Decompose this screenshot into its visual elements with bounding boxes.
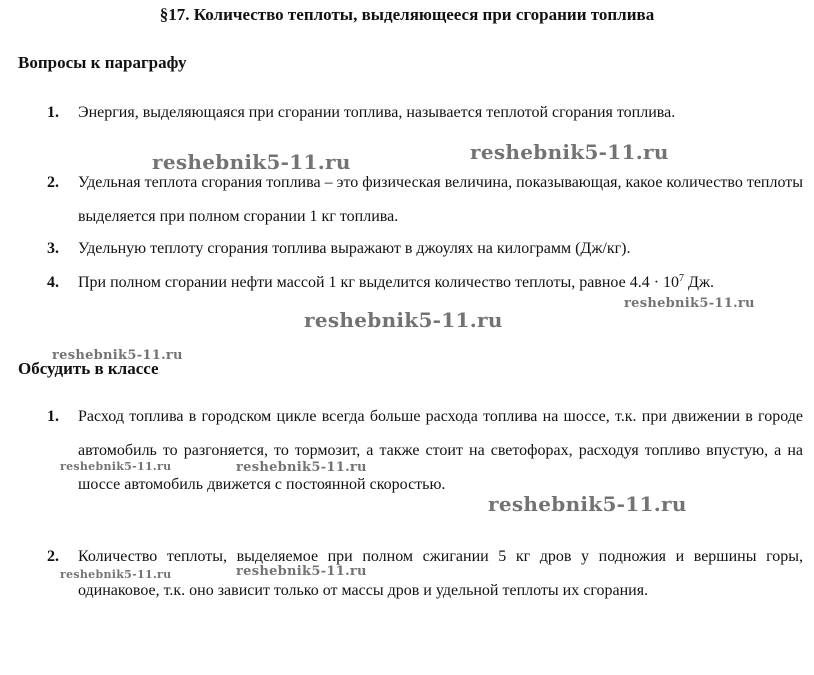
item-number: 1. xyxy=(47,104,59,121)
item-number: 1. xyxy=(47,408,59,425)
item-number: 3. xyxy=(47,240,59,257)
item-number: 2. xyxy=(47,174,59,191)
item-text-main: При полном сгорании нефти массой 1 кг выделится количество теплоты, равное 4.4 · 10 xyxy=(78,274,680,291)
item-text xyxy=(78,266,803,300)
watermark: reshebnik5-11.ru xyxy=(236,564,367,579)
section-heading-questions: Вопросы к параграфу xyxy=(18,53,187,72)
watermark: reshebnik5-11.ru xyxy=(60,568,172,581)
watermark: reshebnik5-11.ru xyxy=(488,492,687,516)
watermark: reshebnik5-11.ru xyxy=(236,460,367,475)
item-text-unit: Дж. xyxy=(684,274,714,291)
watermark: reshebnik5-11.ru xyxy=(624,296,755,311)
item-text: Удельную теплоту сгорания топлива выражают в джоулях на килограмм (Дж/кг). xyxy=(78,240,631,257)
watermark: reshebnik5-11.ru xyxy=(152,150,351,174)
item-number: 4. xyxy=(47,274,59,291)
item-text: Расход топлива в городском цикле всегда больше расхода топлива на шоссе, т.к. при движении в городе автомобиль то разгоняется, то тормозит, а также стоит на светофорах, расходуя топливо впустую, а на шоссе автомобиль движется с постоянной скоростью. xyxy=(78,408,803,493)
item-number: 2. xyxy=(47,548,59,565)
watermark: reshebnik5-11.ru xyxy=(52,348,183,363)
watermark: reshebnik5-11.ru xyxy=(470,140,669,164)
item-text: Энергия, выделяющаяся при сгорании топлива, называется теплотой сгорания топлива. xyxy=(78,104,676,121)
item-text: Удельная теплота сгорания топлива – это физическая величина, показывающая, какое количество теплоты выделяется при полном сгорании 1 кг топлива. xyxy=(78,174,803,225)
watermark: reshebnik5-11.ru xyxy=(60,460,172,473)
page-title: §17. Количество теплоты, выделяющееся при сгорании топлива xyxy=(159,5,655,24)
watermark: reshebnik5-11.ru xyxy=(304,308,503,332)
section-heading-discussion: Обсудить в классе xyxy=(18,359,159,378)
item-text: Количество теплоты, выделяемое при полном сжигании 5 кг дров у подножия и вершины горы, одинаковое, т.к. оно зависит только от массы дров и удельной теплоты их сгорания. xyxy=(78,548,803,599)
exponent: 7 xyxy=(679,273,685,284)
